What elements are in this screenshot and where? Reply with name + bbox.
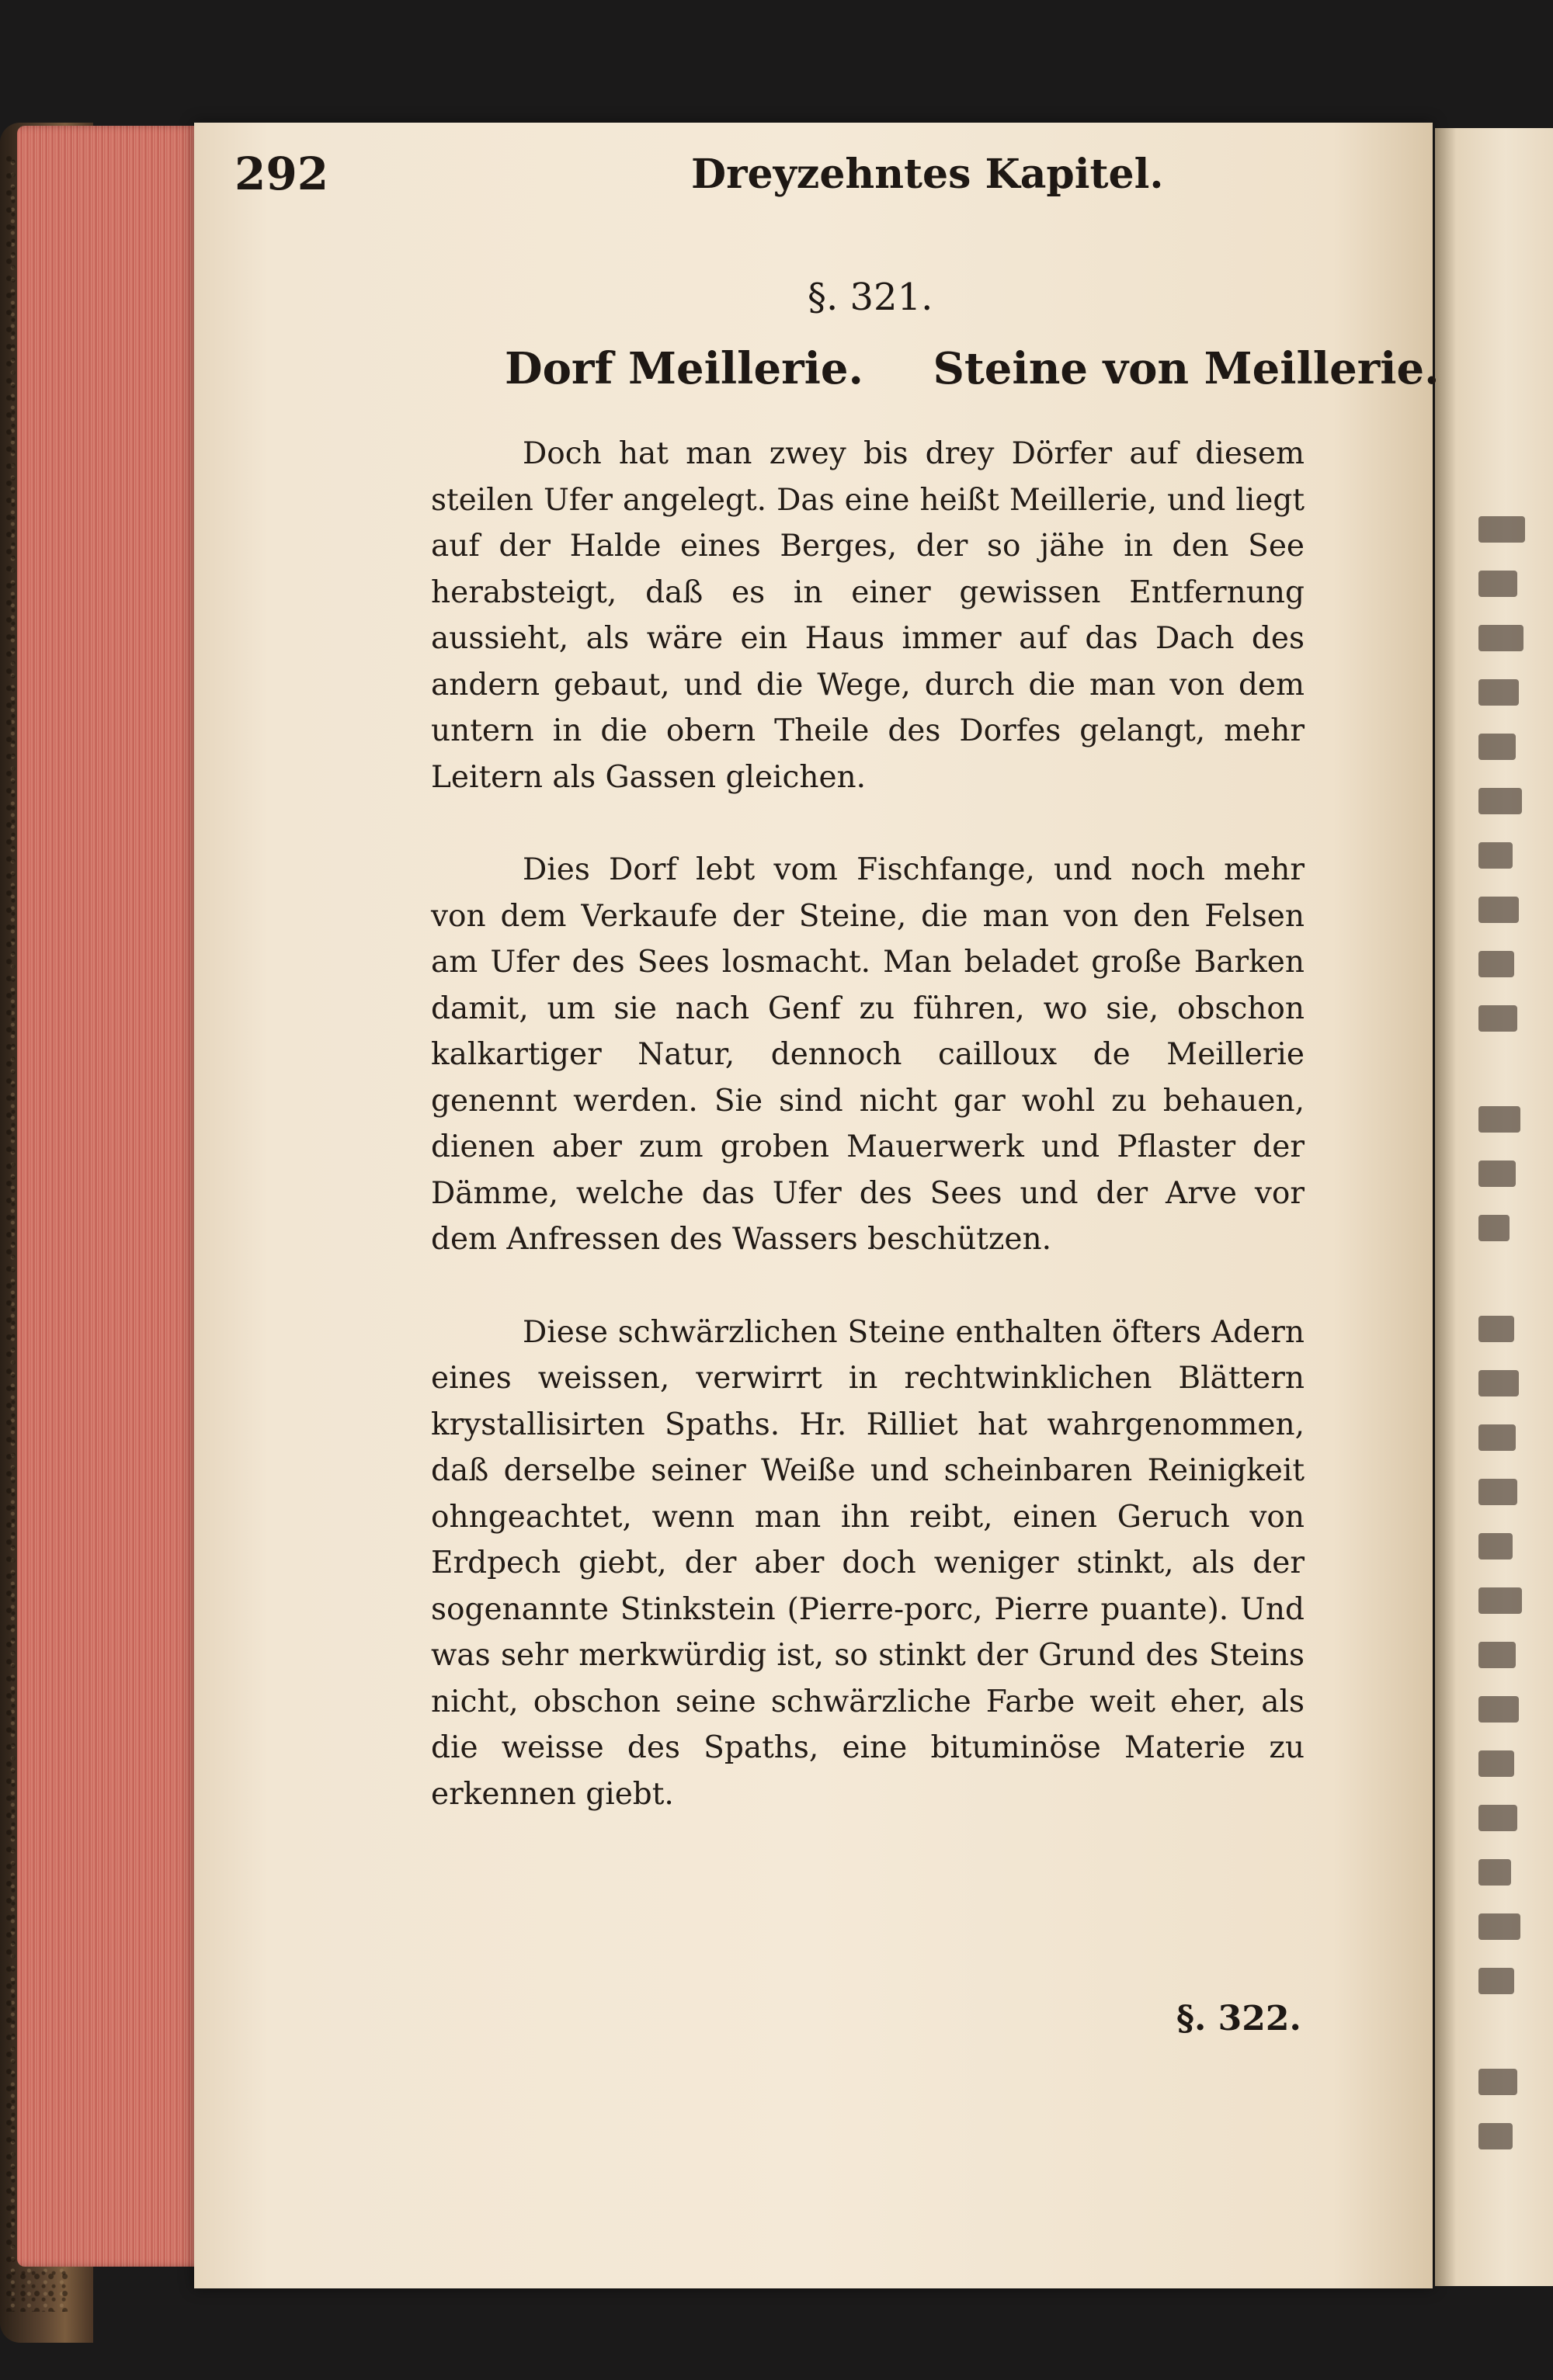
facing-page-text-fragment (1478, 2069, 1517, 2095)
facing-page-text-fragment (1478, 1479, 1517, 1505)
facing-page-text-fragment (1478, 1316, 1514, 1342)
chapter-title: Dreyzehntes Kapitel. (691, 151, 1164, 198)
facing-page-text-fragment (1478, 1424, 1516, 1451)
facing-page-text-fragment (1478, 1913, 1520, 1940)
facing-page-text-fragment (1478, 1533, 1513, 1559)
facing-page-text-fragment (1478, 2123, 1513, 2149)
paragraph: Doch hat man zwey bis drey Dörfer auf diesem steilen Ufer angelegt. Das eine heißt Meillerie, und liegt auf der Halde eines Berges, der so jähe in den See herabsteigt, daß es in einer gewissen Entfernung aussieht, als wäre ein Haus immer auf das Dach des andern gebaut, und die Wege, durch die man von dem untern in die obern Theile des Dorfes gelangt, mehr Leitern als Gassen gleichen. (431, 436, 1305, 795)
facing-page-text-fragment (1478, 1215, 1510, 1241)
facing-page-text-fragment (1478, 679, 1519, 706)
section-heading (505, 343, 1440, 394)
page-number: 292 (235, 147, 329, 200)
section-number: §. 321. (808, 276, 933, 319)
facing-page-text-fragment (1478, 897, 1519, 923)
facing-page-text-fragment (1478, 1968, 1514, 1994)
catchword: §. 322. (1176, 1999, 1301, 2038)
paragraph: Dies Dorf lebt vom Fischfange, und noch mehr von dem Verkaufe der Steine, die man von den Felsen am Ufer des Sees losmacht. Man beladet große Barken damit, um sie nach Genf zu führen, wo sie, obschon kalkartiger Natur, dennoch cailloux de Meillerie genennt werden. Sie sind nicht gar wohl zu behauen, dienen aber zum groben Mauerwerk und Pflaster der Dämme, welche das Ufer des Sees und der Arve vor dem Anfressen des Wassers beschützen. (431, 852, 1305, 1257)
facing-page-text-fragment (1478, 1696, 1519, 1723)
facing-page-text-fragment (1478, 516, 1525, 543)
facing-page-text-fragment (1478, 1859, 1511, 1886)
facing-page-text-fragment (1478, 571, 1517, 597)
facing-page-text-fragment (1478, 1805, 1517, 1831)
page-edges (17, 126, 210, 2267)
paragraph: Diese schwärzlichen Steine enthalten öfters Adern eines weissen, verwirrt in rechtwinklichen Blättern krystallisirten Spaths. Hr. Rilliet hat wahrgenommen, daß derselbe seiner Weiße und scheinbaren Reinigkeit ohngeachtet, wenn man ihn reibt, einen Geruch von Erdpech giebt, der aber doch weniger stinkt, als der sogenannte Stinkstein (Pierre-porc, Pierre puante). Und was sehr merkwürdig ist, so stinkt der Grund des Steins nicht, obschon seine schwärzliche Farbe weit eher, als die weisse des Spaths, eine bituminöse Materie zu erkennen giebt. (431, 1314, 1305, 1812)
running-head (0, 147, 1553, 217)
facing-page-text-fragment (1478, 1106, 1520, 1133)
facing-page-text-fragment (1478, 842, 1513, 869)
section-heading-village: Dorf Meillerie. (505, 343, 863, 394)
facing-page (1435, 128, 1553, 2286)
facing-page-text-fragment (1478, 1750, 1514, 1777)
body-text (431, 431, 1305, 1864)
facing-page-text-fragment (1478, 1587, 1522, 1614)
facing-page-text-fragment (1478, 951, 1514, 977)
facing-page-text-fragment (1478, 1005, 1517, 1032)
facing-page-text-fragment (1478, 788, 1522, 814)
facing-page-text-fragment (1478, 1642, 1516, 1668)
facing-page-text-fragment (1478, 1161, 1516, 1187)
facing-page-text-fragment (1478, 1370, 1519, 1396)
section-heading-stones: Steine von Meillerie. (933, 343, 1440, 394)
facing-page-text-fragment (1478, 734, 1516, 760)
facing-page-text-fragment (1478, 625, 1523, 651)
